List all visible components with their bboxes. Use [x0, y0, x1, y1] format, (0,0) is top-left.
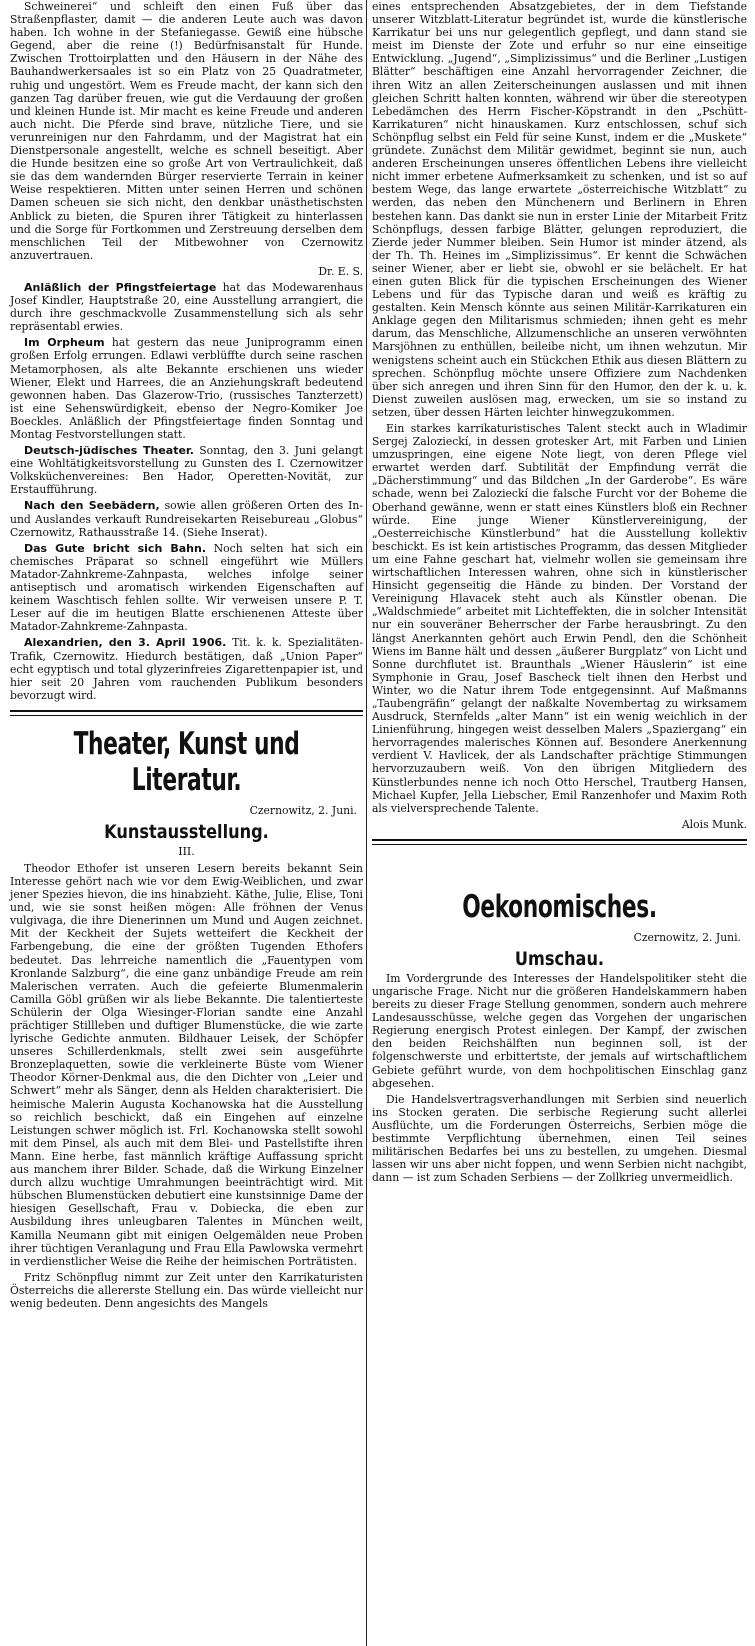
notice-text: Tit. k. k. Spezialitäten-Trafik, Czernowitz. Hiedurch bestätigen, daß „Union Paper“ echt egyptisch und total glyzerinfreies Zigarettenpapier ist, und hier seit 20 Jahren vom rauchenden Publikum besonders bevorzugt wird. [10, 636, 363, 702]
article-text: Fritz Schönpflug nimmt zur Zeit unter den Karrikaturisten Österreichs die allererste Stellung ein. Das würde vielleicht nur wenig bedeuten. Denn angesichts des Mangels [10, 1270, 363, 1310]
article-part-number: III. [178, 844, 195, 858]
notice-lead: Nach den Seebädern, [24, 499, 160, 513]
dateline: Czernowitz, 2. Juni. [633, 930, 741, 944]
notice [10, 636, 363, 701]
article-text: Theodor Ethofer ist unseren Lesern bereits bekannt Sein Interesse gehört nach wie vor dem Ewig-Weiblichen, und zwar jener Spezies hievon, die ins hinabzieht. Käthe, Julie, Elise, Toni und, wie sie sonst heißen mögen: Alle fröhnen der Venus vulgivaga, die ihre Dienerinnen um Mund und Augen zeichnet. Mit der Keckheit der Sujets wetteifert die Keckheit der Farbengebung, die eine der größten Tugenden Ethofers bedeutet. Das lehrreiche namentlich die „Fauentypen vom Kronlande Salzburg“, die eine ganz unbändige Freude am rein Malerischen verraten. Auch die gefeierte Blumenmalerin Camilla Göbl grüßen wir als liebe Bekannte. Die talentierteste Schülerin der Olga Wiesinger-Florian sandte eine Anzahl prächtiger Stillleben und duftiger Blumenstücke, die wie zarte lyrische Gedichte anmuten. Bildhauer Leisek, der Schöpfer unseres Schillerdenkmals, stellt zwei sein ausgeführte Bronzeplaquetten, sowie die verkleinerte Büste vom Wiener Theodor Körner-Denkmal aus, die den Dichter von „Leier und Schwert“ mehr als Sänger, denn als Helden charakterisiert. Die heimische Malerin Augusta Kochanowska hat die Ausstellung so reichlich beschickt, daß ein Eingehen auf einzelne Leistungen schwer möglich ist. Frl. Kochanowska stellt sowohl mit dem Pinsel, als auch mit dem Blei- und Pastellstifte ihren Mann. Eine herbe, fast männlich kräftige Auffassung spricht aus manchem ihrer Bilder. Schade, daß die Wirkung Einzelner durch allzu wuchtige Umrahmungen beeinträchtigt wird. Mit hübschen Blumenstücken debutiert eine kunstsinnige Dame der hiesigen Gesellschaft, Frau v. Dobiecka, die eben zur Ausbildung ihres unleugbaren Talentes in München weilt, Kamilla Neumann gibt mit einigen Oelgemälden neue Proben ihrer tüchtigen Veranlagung und Frau Ella Pawlowska vermehrt in verdienstlicher Weise die Reihe der heimischen Porträtisten. [10, 861, 363, 1268]
notice-lead: Deutsch-jüdisches Theater. [24, 444, 194, 458]
article-text: Ein starkes karrikaturistisches Talent steckt auch in Wladimir Sergej Zalozieckí, in dessen grotesker Art, mit Farben und Linien umzuspringen, eine eigene Note liegt, von deren Pflege viel erwartet werden darf. Subtilität der Empfindung verrät die „Dächerstimmung“ und das Bildchen „In der Garderobe“. Es wäre schade, wenn bei Zalozieckí die falsche Furcht vor der Boheme die Oberhand gewänne, wenn er statt eines Künstlers bloß ein Rechner würde. Eine junge Wiener Künstlervereinigung, der „Oesterreichische Künstlerbund“ hat die Ausstellung kollektiv beschickt. Es ist kein artistisches Programm, das dessen Mitglieder um eine Fahne geschart hat, vielmehr wollen sie gemeinsam ihre wirtschaftlichen Interessen wahren, ohne sich in künstlerischer Hinsicht gegenseitig die Hände zu binden. Der Vorstand der Vereinigung Hlavacek steht auch als Künstler obenan. Die „Waldschmiede“ arbeitet mit Lichteffekten, die in solcher Intensität nur ein souveräner Beherrscher der Farbe herausbringt. Zu den längst Anerkannten gehört auch Erwin Pendl, den die Schönheit Wiens im Banne hält und dessen „äußerer Burgplatz“ von Licht und Sonne durchflutet ist. Braunthals „Wiener Häuslerin“ ist eine Symphonie in Grau, Josef Bascheck tielt ihnen den Herbst und Winter, wo die Natur ihrem Tode entgegensinnt. Auf Maßmanns „Taubengräfin“ gelangt der naßkalte Novembertag zu wirksamem Ausdruck, Sternfelds „alter Mann“ ist ein wenig weichlich in der Linienführung, hingegen weist desselben Malers „Spaziergang“ ein hervorragendes malerisches Können auf. Besondere Anerkennung verdient V. Havlicek, der als Landschafter prächtige Stimmungen hervorzuzaubern weiß. Von den übrigen Mitgliedern des Künstlerbundes nenne ich noch Otto Herschel, Trautberg Hansen, Michael Kupfer, Jella Liebscher, Emil Ranzenhofer und Maxim Roth als vielversprechende Talente. [372, 422, 747, 815]
article-text: Im Vordergrunde des Interesses der Handelspolitiker steht die ungarische Frage. Nicht nur die größeren Handelskammern haben bereits zu dieser Frage Stellung genommen, sondern auch mehrere Landesausschüsse, welche gegen das Vorgehen der ungarischen Regierung energisch Protest einlegen. Der Kampf, der zwischen den beiden Reichshälften nun beginnen soll, ist der folgenschwerste und erbittertste, der jemals auf wirtschaftlichem Gebiete geführt wurde, von dem hochpolitischen Einschlag ganz abgesehen. [372, 971, 747, 1090]
dateline: Czernowitz, 2. Juni. [249, 803, 357, 817]
notice [10, 542, 363, 634]
section-heading-economics: Oekonomisches. [462, 888, 657, 925]
article-title: Umschau. [514, 947, 605, 970]
left-column [10, 0, 363, 1313]
notice [10, 499, 363, 538]
article-text: Schweinerei“ und schleift den einen Fuß über das Straßenpflaster, damit — die anderen Leute auch was davon haben. Ich wohne in der Stefaniegasse. Gewiß eine hübsche Gegend, aber die reine (!) Bedürfnisanstalt für Hunde. Zwischen Trottoirplatten und den Häusern in der Nähe des Bauhandwerkersaales ist so ein Platz von 25 Quadratmeter, ruhig und ungestört. Wem es Freude macht, der kann sich den ganzen Tag darüber freuen, wie gut die Verdauung der großen und kleinen Hunde ist. Mir macht es keine Freude und anderen auch nicht. Die Pferde sind brave, nützliche Tiere, und sie verunreinigen nur den Fahrdamm, und der Magistrat hat ein Dienstpersonale angestellt, welche es schnell beseitigt. Aber die Hunde besitzen eine so große Art von Vertraulichkeit, daß sie das dem wandernden Bürger reservierte Terrain in keiner Weise respektieren. Mitten unter seinen Herren und schönen Damen scheuen sie sich nicht, den denkbar unästhetischsten Anblick zu bieten, die Spuren ihrer Tätigkeit zu hinterlassen und die Sorge für Fortkommen und Zerstreuung derselben dem menschlichen Teil der Mitbewohner von Czernowitz anzuvertrauen. [10, 0, 363, 262]
section-rule [10, 710, 363, 716]
notice-text: hat das Modewarenhaus Josef Kindler, Hauptstraße 20, eine Ausstellung arrangiert, die durch ihre geschmackvolle Zusammenstellung sich als sehr repräsentabl erwies. [10, 280, 364, 334]
notice-lead: Das Gute bricht sich Bahn. [24, 541, 207, 555]
notice [10, 336, 363, 441]
notice-lead: Im Orpheum [24, 336, 105, 350]
right-column [372, 0, 747, 1187]
section-heading-theater: Theater, Kunst und Literatur. [73, 725, 300, 798]
notice-lead: Alexandrien, den 3. April 1906. [24, 636, 227, 650]
notice-text: hat gestern das neue Juniprogramm einen großen Erfolg errungen. Edlawi verblüffte durch seine raschen Metamorphosen, als alte Bekannte erschienen uns wieder Wiener, Elekt und Harrees, die an Anziehungskraft bedeutend gewonnen haben. Das Glazerow-Trio, (russisches Tanzterzett) ist eine Sehenswürdigkeit, ebenso der Negro-Komiker Joe Boeckles. Anläßlich der Pfingstfeiertage finden Sonntag und Montag Festvorstellungen statt. [10, 336, 363, 441]
article-title: Kunstausstellung. [104, 820, 269, 843]
section-rule [372, 839, 747, 845]
notice-lead: Anläßlich der Pfingstfeiertage [24, 280, 217, 294]
notice [10, 444, 363, 496]
notice-text: Sonntag, den 3. Juni gelangt eine Wohltätigkeitsvorstellung zu Gunsten des I. Czernowitzer Volksküchenvereines: Ben Hador, Operetten-Novität, zur Erstaufführung. [10, 444, 363, 497]
author-signature: Dr. E. S. [318, 264, 363, 278]
article-text: Die Handelsvertragsverhandlungen mit Serbien sind neuerlich ins Stocken geraten. Die serbische Regierung sucht allerlei Ausflüchte, um die Forderungen Österreichs, Serbien möge die bestimmte Verpflichtung übernehmen, einen Teil seines militärischen Bedarfes bei uns zu bestellen, zu umgehen. Diesmal lassen wir uns aber nicht foppen, und wenn Serbien nicht nachgibt, dann — ist zum Schaden Serbiens — der Zollkrieg unvermeidlich. [372, 1092, 747, 1185]
author-signature: Alois Munk. [681, 817, 747, 831]
notice [10, 281, 363, 333]
column-divider [366, 0, 367, 1646]
article-text: eines entsprechenden Absatzgebietes, der in dem Tiefstande unserer Witzblatt-Literatur begründet ist, wurde die künstlerische Karrikatur bei uns nur gelegentlich gepflegt, und dann stand sie meist im Dienste der Zote und erfuhr so nur eine einseitige Entwicklung. „Jugend“, „Simplizissimus“ und die Berliner „Lustigen Blätter“ beschäftigen eine Anzahl hervorragender Zeichner, die ihren Witz an allen Zeiterscheinungen auslassen und mit ihnen gleichen Schritt halten konnten, während wir über die stereotypen Lebedämchen des Herrn Fischer-Köpstrandt in den „Pschütt-Karrikaturen“ nicht hinauskamen. Kurz entschlossen, schuf sich Schönpflug selbst ein Feld für seine Kunst, indem er die „Muskete“ gründete. Zunächst dem Militär gewidmet, beginnt sie nun, auch anderen Erscheinungen unseres öffentlichen Lebens ihre vielleicht nicht immer erbetene Aufmerksamkeit zu schenken, und ist so auf bestem Wege, das lange erwartete „österreichische Witzblatt“ zu werden, das neben den Münchenern und Berlinern in Ehren bestehen kann. Das dankt sie nun in erster Linie der Mitarbeit Fritz Schönpflugs, dessen farbige Blätter, gelungen reproduziert, die Zierde jeder Nummer bleiben. Sein Humor ist minder ätzend, als der Th. Th. Heines im „Simplizissimus“. Er kennt die Schwächen seiner Wiener, aber er liebt sie, obwohl er sie belächelt. Er hat einen guten Blick für die typischen Erscheinungen des Wiener Lebens und für das Typische daran und weiß es kräftig zu gestalten. Kein Mensch könnte aus seinen Militär-Karrikaturen ein Anklage gegen den Militarismus schmieden; ihnen geht es mehr darum, das Menschliche, Allzumenschliche an unseren verwöhnten Marsjöhnen zu enthüllen, beileibe nicht, um ihnen wehzutun. Mir wenigstens scheint auch ein Stückchen Ethik aus diesen Blättern zu sprechen. Schönpflug möchte unsere Offiziere zum Nachdenken über sich anregen und ihren Sinn für den Humor, den der k. u. k. Dienst zuweilen auslösen mag, erwecken, um sie so instand zu setzen, über dessen Härten leichter hinwegzukommen. [372, 0, 747, 419]
notice-text: Noch selten hat sich ein chemisches Präparat so schnell eingeführt wie Müllers Matador-Zahnkreme-Zahnpasta, welches infolge seiner antiseptisch und aromatisch wirkenden Eigenschaften auf keinem Waschtisch fehlen sollte. Wir verweisen unsere P. T. Leser auf die im heutigen Blatte erschienenen Atteste über Matador-Zahnkreme-Zahnpasta. [10, 541, 363, 634]
notice-text: sowie allen größeren Orten des In- und Auslandes verkauft Rundreisekarten Reisebureau „Globus“ Czernowitz, Rathausstraße 14. (Siehe Inserat). [10, 499, 363, 539]
